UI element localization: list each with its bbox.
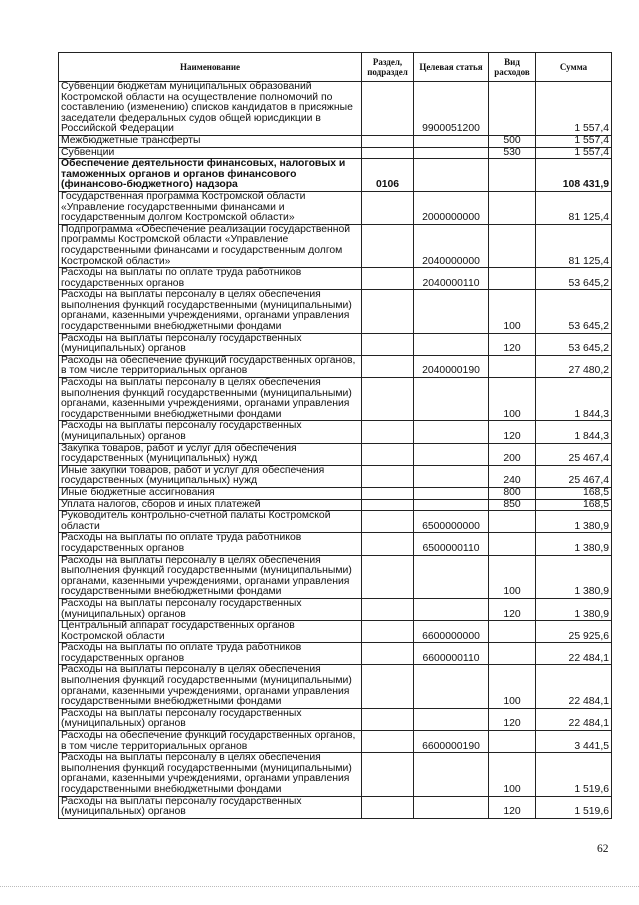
row-sum-cell: 1 380,9 [536, 533, 612, 555]
row-section-cell [362, 378, 414, 421]
row-target-cell [414, 135, 489, 147]
table-row [59, 421, 612, 443]
row-section-cell [362, 598, 414, 620]
table-row [59, 159, 612, 192]
row-expense-type-cell: 850 [489, 499, 536, 511]
row-name-cell: Субвенции [59, 147, 362, 159]
row-expense-type-cell: 100 [489, 753, 536, 796]
table-body [59, 82, 612, 819]
row-sum-cell: 3 441,5 [536, 731, 612, 753]
row-section-cell [362, 533, 414, 555]
row-name-cell: Подпрограмма «Обеспечение реализации государственной программы Костромской области «Управление государственными финансами и государственным долгом Костромской области» [59, 224, 362, 267]
row-name-cell: Обеспечение деятельности финансовых, налоговых и таможенных органов и органов финансового (финансово-бюджетного) надзора [59, 159, 362, 192]
row-name-cell: Расходы на выплаты по оплате труда работников государственных органов [59, 643, 362, 665]
row-sum-cell: 53 645,2 [536, 290, 612, 333]
table-row [59, 191, 612, 224]
row-target-cell [414, 378, 489, 421]
row-sum-cell: 53 645,2 [536, 333, 612, 355]
row-sum-cell: 168,5 [536, 487, 612, 499]
row-target-cell [414, 443, 489, 465]
table-row [59, 533, 612, 555]
row-sum-cell: 1 380,9 [536, 598, 612, 620]
row-target-cell [414, 499, 489, 511]
row-sum-cell: 22 484,1 [536, 665, 612, 708]
row-name-cell: Расходы на выплаты персоналу государственных (муниципальных) органов [59, 598, 362, 620]
row-name-cell: Иные закупки товаров, работ и услуг для обеспечения государственных (муниципальных) нужд [59, 465, 362, 487]
row-expense-type-cell [489, 731, 536, 753]
row-section-cell [362, 487, 414, 499]
row-target-cell [414, 796, 489, 818]
header-expense-type: Вид расходов [489, 53, 536, 82]
table-row [59, 621, 612, 643]
row-target-cell [414, 159, 489, 192]
table-row [59, 555, 612, 598]
row-sum-cell: 22 484,1 [536, 643, 612, 665]
row-expense-type-cell: 100 [489, 290, 536, 333]
row-expense-type-cell [489, 268, 536, 290]
row-name-cell: Расходы на обеспечение функций государственных органов, в том числе территориальных органов [59, 731, 362, 753]
table-row [59, 708, 612, 730]
row-target-cell [414, 487, 489, 499]
row-target-cell [414, 421, 489, 443]
row-expense-type-cell: 120 [489, 796, 536, 818]
row-section-cell [362, 147, 414, 159]
row-section-cell [362, 499, 414, 511]
row-name-cell: Межбюджетные трансферты [59, 135, 362, 147]
row-expense-type-cell: 800 [489, 487, 536, 499]
row-target-cell [414, 290, 489, 333]
table-row [59, 135, 612, 147]
row-section-cell [362, 621, 414, 643]
row-expense-type-cell [489, 224, 536, 267]
row-sum-cell: 81 125,4 [536, 224, 612, 267]
row-sum-cell: 25 467,4 [536, 443, 612, 465]
row-section-cell [362, 643, 414, 665]
row-target-cell [414, 333, 489, 355]
row-name-cell: Расходы на выплаты персоналу в целях обеспечения выполнения функций государственными (муниципальными) органами, казенными учреждениями, органами управления государственными внебюджетными фондами [59, 555, 362, 598]
row-section-cell [362, 555, 414, 598]
row-sum-cell: 27 480,2 [536, 355, 612, 377]
row-name-cell: Расходы на выплаты персоналу в целях обеспечения выполнения функций государственными (муниципальными) органами, казенными учреждениями, органами управления государственными внебюджетными фондами [59, 753, 362, 796]
table-row [59, 731, 612, 753]
budget-table [58, 52, 612, 819]
table-row [59, 355, 612, 377]
row-target-cell [414, 598, 489, 620]
row-expense-type-cell [489, 533, 536, 555]
table-row [59, 378, 612, 421]
row-name-cell: Расходы на выплаты персоналу в целях обеспечения выполнения функций государственными (муниципальными) органами, казенными учреждениями, органами управления государственными внебюджетными фондами [59, 290, 362, 333]
row-name-cell: Расходы на выплаты персоналу государственных (муниципальных) органов [59, 333, 362, 355]
row-name-cell: Иные бюджетные ассигнования [59, 487, 362, 499]
row-expense-type-cell: 100 [489, 665, 536, 708]
row-name-cell: Расходы на выплаты персоналу государственных (муниципальных) органов [59, 796, 362, 818]
row-expense-type-cell: 100 [489, 378, 536, 421]
row-expense-type-cell [489, 643, 536, 665]
table-row [59, 487, 612, 499]
table-row [59, 443, 612, 465]
row-sum-cell: 25 925,6 [536, 621, 612, 643]
row-name-cell: Уплата налогов, сборов и иных платежей [59, 499, 362, 511]
row-sum-cell: 1 844,3 [536, 421, 612, 443]
row-name-cell: Закупка товаров, работ и услуг для обеспечения государственных (муниципальных) нужд [59, 443, 362, 465]
header-name: Наименование [59, 53, 362, 82]
header-row [59, 53, 612, 82]
row-name-cell: Расходы на выплаты по оплате труда работников государственных органов [59, 268, 362, 290]
row-expense-type-cell: 530 [489, 147, 536, 159]
row-target-cell [414, 147, 489, 159]
table-row [59, 665, 612, 708]
row-section-cell [362, 443, 414, 465]
table-header [59, 53, 612, 82]
row-target-cell [414, 753, 489, 796]
row-target-cell [414, 555, 489, 598]
row-expense-type-cell: 200 [489, 443, 536, 465]
table-row [59, 465, 612, 487]
row-expense-type-cell [489, 82, 536, 136]
row-sum-cell: 1 844,3 [536, 378, 612, 421]
row-section-cell [362, 333, 414, 355]
table-row [59, 224, 612, 267]
row-section-cell: 0106 [362, 159, 414, 192]
row-target-cell: 6600000110 [414, 643, 489, 665]
row-section-cell [362, 268, 414, 290]
row-section-cell [362, 421, 414, 443]
row-sum-cell: 168,5 [536, 499, 612, 511]
row-section-cell [362, 82, 414, 136]
row-sum-cell: 1 519,6 [536, 753, 612, 796]
row-section-cell [362, 665, 414, 708]
row-expense-type-cell: 120 [489, 598, 536, 620]
row-expense-type-cell: 500 [489, 135, 536, 147]
page-number: 62 [597, 843, 609, 855]
row-sum-cell: 22 484,1 [536, 708, 612, 730]
row-target-cell: 6500000110 [414, 533, 489, 555]
row-sum-cell: 108 431,9 [536, 159, 612, 192]
table-row [59, 147, 612, 159]
row-expense-type-cell [489, 621, 536, 643]
row-expense-type-cell [489, 159, 536, 192]
row-section-cell [362, 731, 414, 753]
row-sum-cell: 1 380,9 [536, 555, 612, 598]
row-sum-cell: 53 645,2 [536, 268, 612, 290]
table-row [59, 753, 612, 796]
table-row [59, 268, 612, 290]
row-target-cell: 9900051200 [414, 82, 489, 136]
row-section-cell [362, 224, 414, 267]
row-target-cell [414, 465, 489, 487]
row-expense-type-cell: 120 [489, 333, 536, 355]
row-expense-type-cell [489, 191, 536, 224]
row-name-cell: Центральный аппарат государственных органов Костромской области [59, 621, 362, 643]
table-row [59, 333, 612, 355]
table-row [59, 499, 612, 511]
row-sum-cell: 25 467,4 [536, 465, 612, 487]
row-expense-type-cell: 120 [489, 421, 536, 443]
header-section: Раздел, подраздел [362, 53, 414, 82]
row-section-cell [362, 290, 414, 333]
row-section-cell [362, 796, 414, 818]
row-target-cell: 2040000110 [414, 268, 489, 290]
row-target-cell: 2040000000 [414, 224, 489, 267]
table-row [59, 511, 612, 533]
row-section-cell [362, 465, 414, 487]
row-name-cell: Субвенции бюджетам муниципальных образований Костромской области на осуществление полномочий по составлению (изменению) списков кандидатов в присяжные заседатели федеральных судов общей юрисдикции в Российской Федерации [59, 82, 362, 136]
row-name-cell: Государственная программа Костромской области «Управление государственными финансами и государственным долгом Костромской области» [59, 191, 362, 224]
row-expense-type-cell: 240 [489, 465, 536, 487]
header-sum: Сумма [536, 53, 612, 82]
row-target-cell: 2040000190 [414, 355, 489, 377]
row-section-cell [362, 511, 414, 533]
row-expense-type-cell [489, 355, 536, 377]
scan-edge-line [0, 886, 639, 887]
row-target-cell [414, 665, 489, 708]
row-section-cell [362, 191, 414, 224]
row-expense-type-cell [489, 511, 536, 533]
table-row [59, 796, 612, 818]
table-row [59, 643, 612, 665]
row-target-cell: 6600000000 [414, 621, 489, 643]
row-name-cell: Расходы на выплаты персоналу государственных (муниципальных) органов [59, 421, 362, 443]
row-name-cell: Расходы на выплаты персоналу в целях обеспечения выполнения функций государственными (муниципальными) органами, казенными учреждениями, органами управления государственными внебюджетными фондами [59, 378, 362, 421]
row-section-cell [362, 355, 414, 377]
row-section-cell [362, 708, 414, 730]
row-target-cell: 6500000000 [414, 511, 489, 533]
table-row [59, 290, 612, 333]
row-target-cell [414, 708, 489, 730]
header-target: Целевая статья [414, 53, 489, 82]
row-target-cell: 6600000190 [414, 731, 489, 753]
row-name-cell: Расходы на выплаты по оплате труда работников государственных органов [59, 533, 362, 555]
row-sum-cell: 1 557,4 [536, 147, 612, 159]
row-expense-type-cell: 100 [489, 555, 536, 598]
row-name-cell: Руководитель контрольно-счетной палаты Костромской области [59, 511, 362, 533]
table-row [59, 82, 612, 136]
row-section-cell [362, 135, 414, 147]
table-row [59, 598, 612, 620]
row-sum-cell: 1 557,4 [536, 82, 612, 136]
row-name-cell: Расходы на обеспечение функций государственных органов, в том числе территориальных органов [59, 355, 362, 377]
row-sum-cell: 1 519,6 [536, 796, 612, 818]
row-sum-cell: 81 125,4 [536, 191, 612, 224]
row-expense-type-cell: 120 [489, 708, 536, 730]
row-name-cell: Расходы на выплаты персоналу государственных (муниципальных) органов [59, 708, 362, 730]
row-target-cell: 2000000000 [414, 191, 489, 224]
row-name-cell: Расходы на выплаты персоналу в целях обеспечения выполнения функций государственными (муниципальными) органами, казенными учреждениями, органами управления государственными внебюджетными фондами [59, 665, 362, 708]
row-section-cell [362, 753, 414, 796]
row-sum-cell: 1 380,9 [536, 511, 612, 533]
row-sum-cell: 1 557,4 [536, 135, 612, 147]
